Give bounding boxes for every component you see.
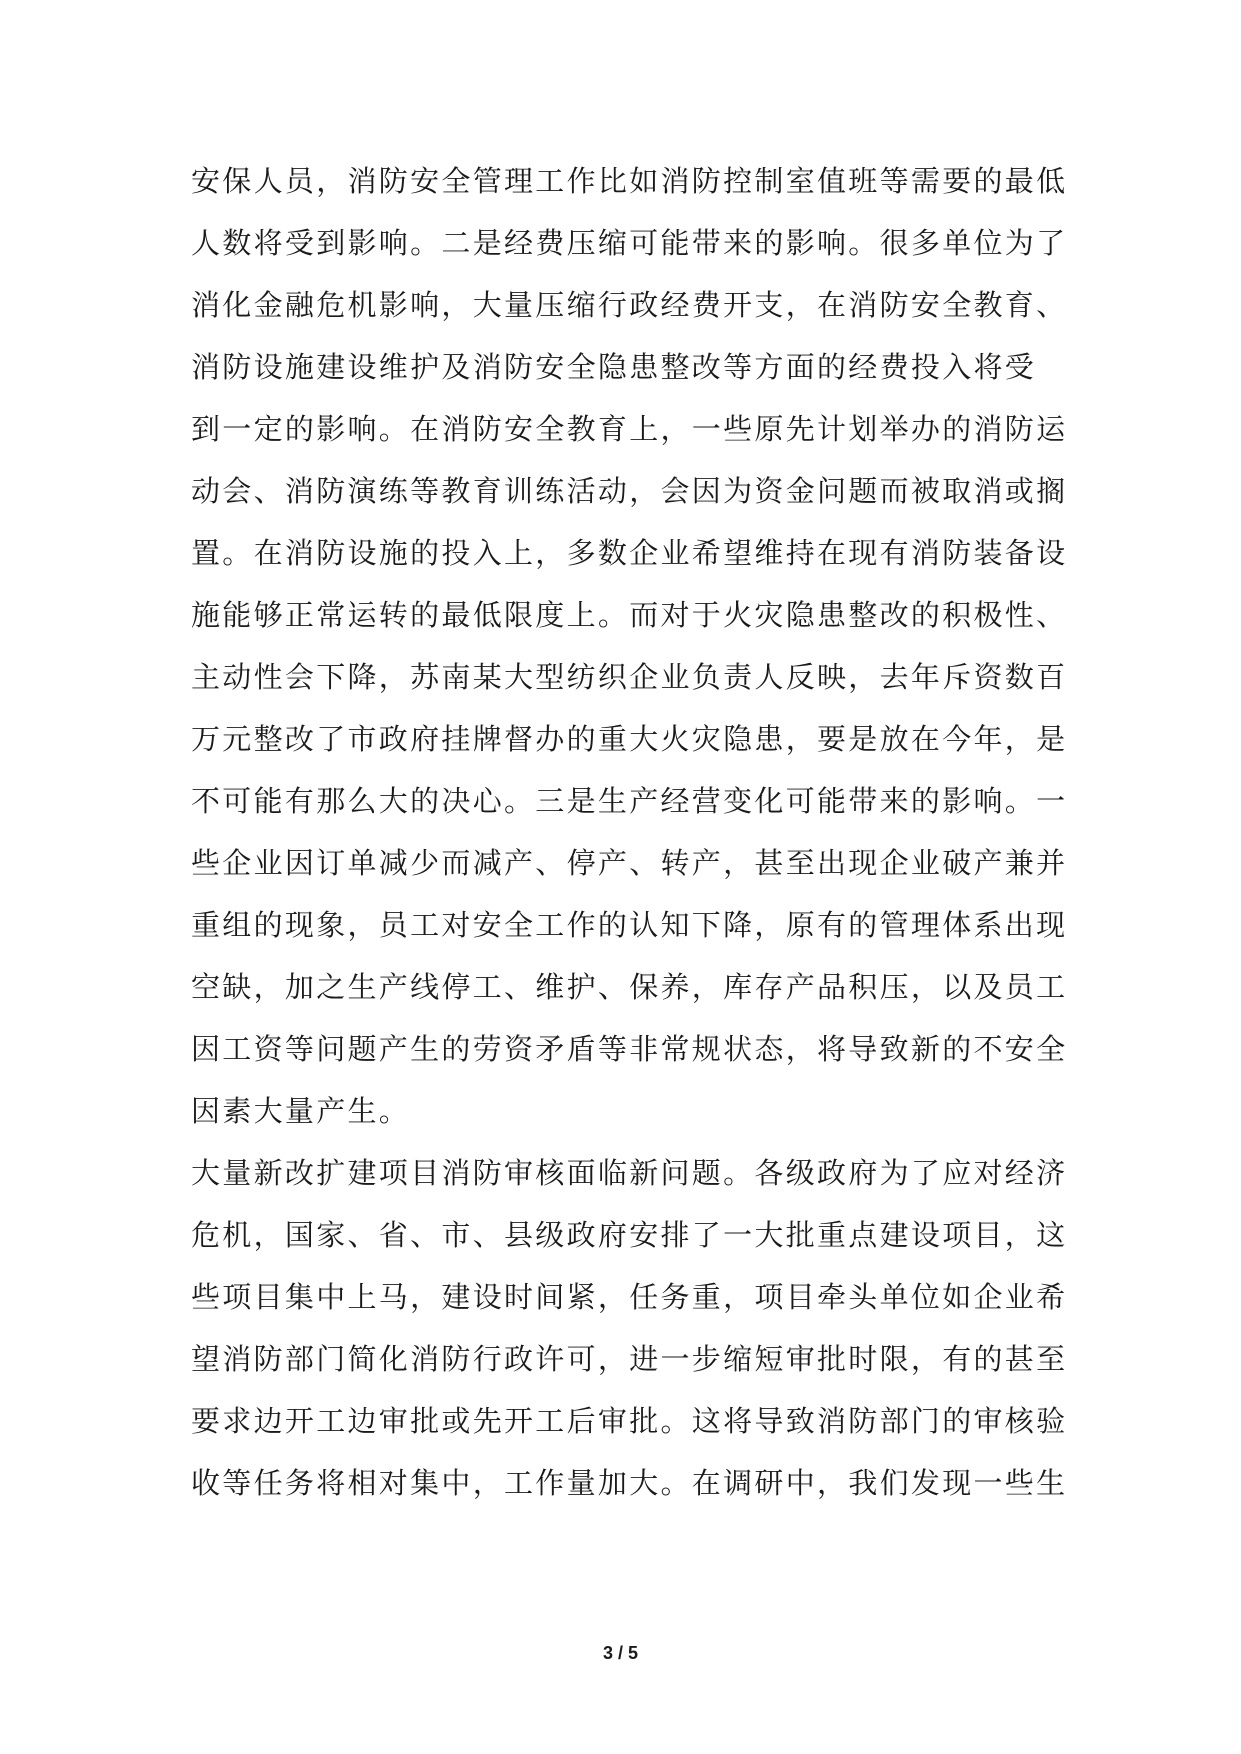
text-line: 因素大量产生。 [191, 1094, 411, 1128]
text-line: 收等任务将相对集中，工作量加大。在调研中，我们发现一些生 [191, 1466, 1068, 1500]
text-line: 望消防部门简化消防行政许可，进一步缩短审批时限，有的甚至 [191, 1342, 1068, 1376]
text-line: 些企业因订单减少而减产、停产、转产，甚至出现企业破产兼并 [191, 846, 1068, 880]
page-number: 3 / 5 [602, 1643, 639, 1663]
text-line: 要求边开工边审批或先开工后审批。这将导致消防部门的审核验 [191, 1404, 1068, 1438]
text-line: 重组的现象，员工对安全工作的认知下降，原有的管理体系出现 [191, 908, 1068, 942]
text-line: 不可能有那么大的决心。三是生产经营变化可能带来的影响。一 [191, 784, 1068, 818]
text-line: 因工资等问题产生的劳资矛盾等非常规状态，将导致新的不安全 [191, 1032, 1068, 1066]
text-line: 安保人员，消防安全管理工作比如消防控制室值班等需要的最低 [191, 164, 1068, 198]
text-line: 动会、消防演练等教育训练活动，会因为资金问题而被取消或搁 [191, 474, 1068, 508]
text-line: 到一定的影响。在消防安全教育上，一些原先计划举办的消防运 [191, 412, 1068, 446]
text-line: 万元整改了市政府挂牌督办的重大火灾隐患，要是放在今年，是 [191, 722, 1068, 756]
text-line: 些项目集中上马，建设时间紧，任务重，项目牵头单位如企业希 [191, 1280, 1068, 1314]
text-line: 危机，国家、省、市、县级政府安排了一大批重点建设项目，这 [191, 1218, 1068, 1252]
text-line: 施能够正常运转的最低限度上。而对于火灾隐患整改的积极性、 [191, 598, 1068, 632]
text-line: 主动性会下降，苏南某大型纺织企业负责人反映，去年斥资数百 [191, 660, 1068, 694]
text-line: 大量新改扩建项目消防审核面临新问题。各级政府为了应对经济 [191, 1156, 1068, 1190]
text-line: 置。在消防设施的投入上，多数企业希望维持在现有消防装备设 [191, 536, 1068, 570]
text-line: 人数将受到影响。二是经费压缩可能带来的影响。很多单位为了 [191, 226, 1068, 260]
text-line: 空缺，加之生产线停工、维护、保养，库存产品积压，以及员工 [191, 970, 1068, 1004]
body-text [191, 150, 1068, 1514]
text-line: 消化金融危机影响，大量压缩行政经费开支，在消防安全教育、 [191, 288, 1068, 322]
text-line: 消防设施建设维护及消防安全隐患整改等方面的经费投入将受 [191, 350, 1037, 384]
